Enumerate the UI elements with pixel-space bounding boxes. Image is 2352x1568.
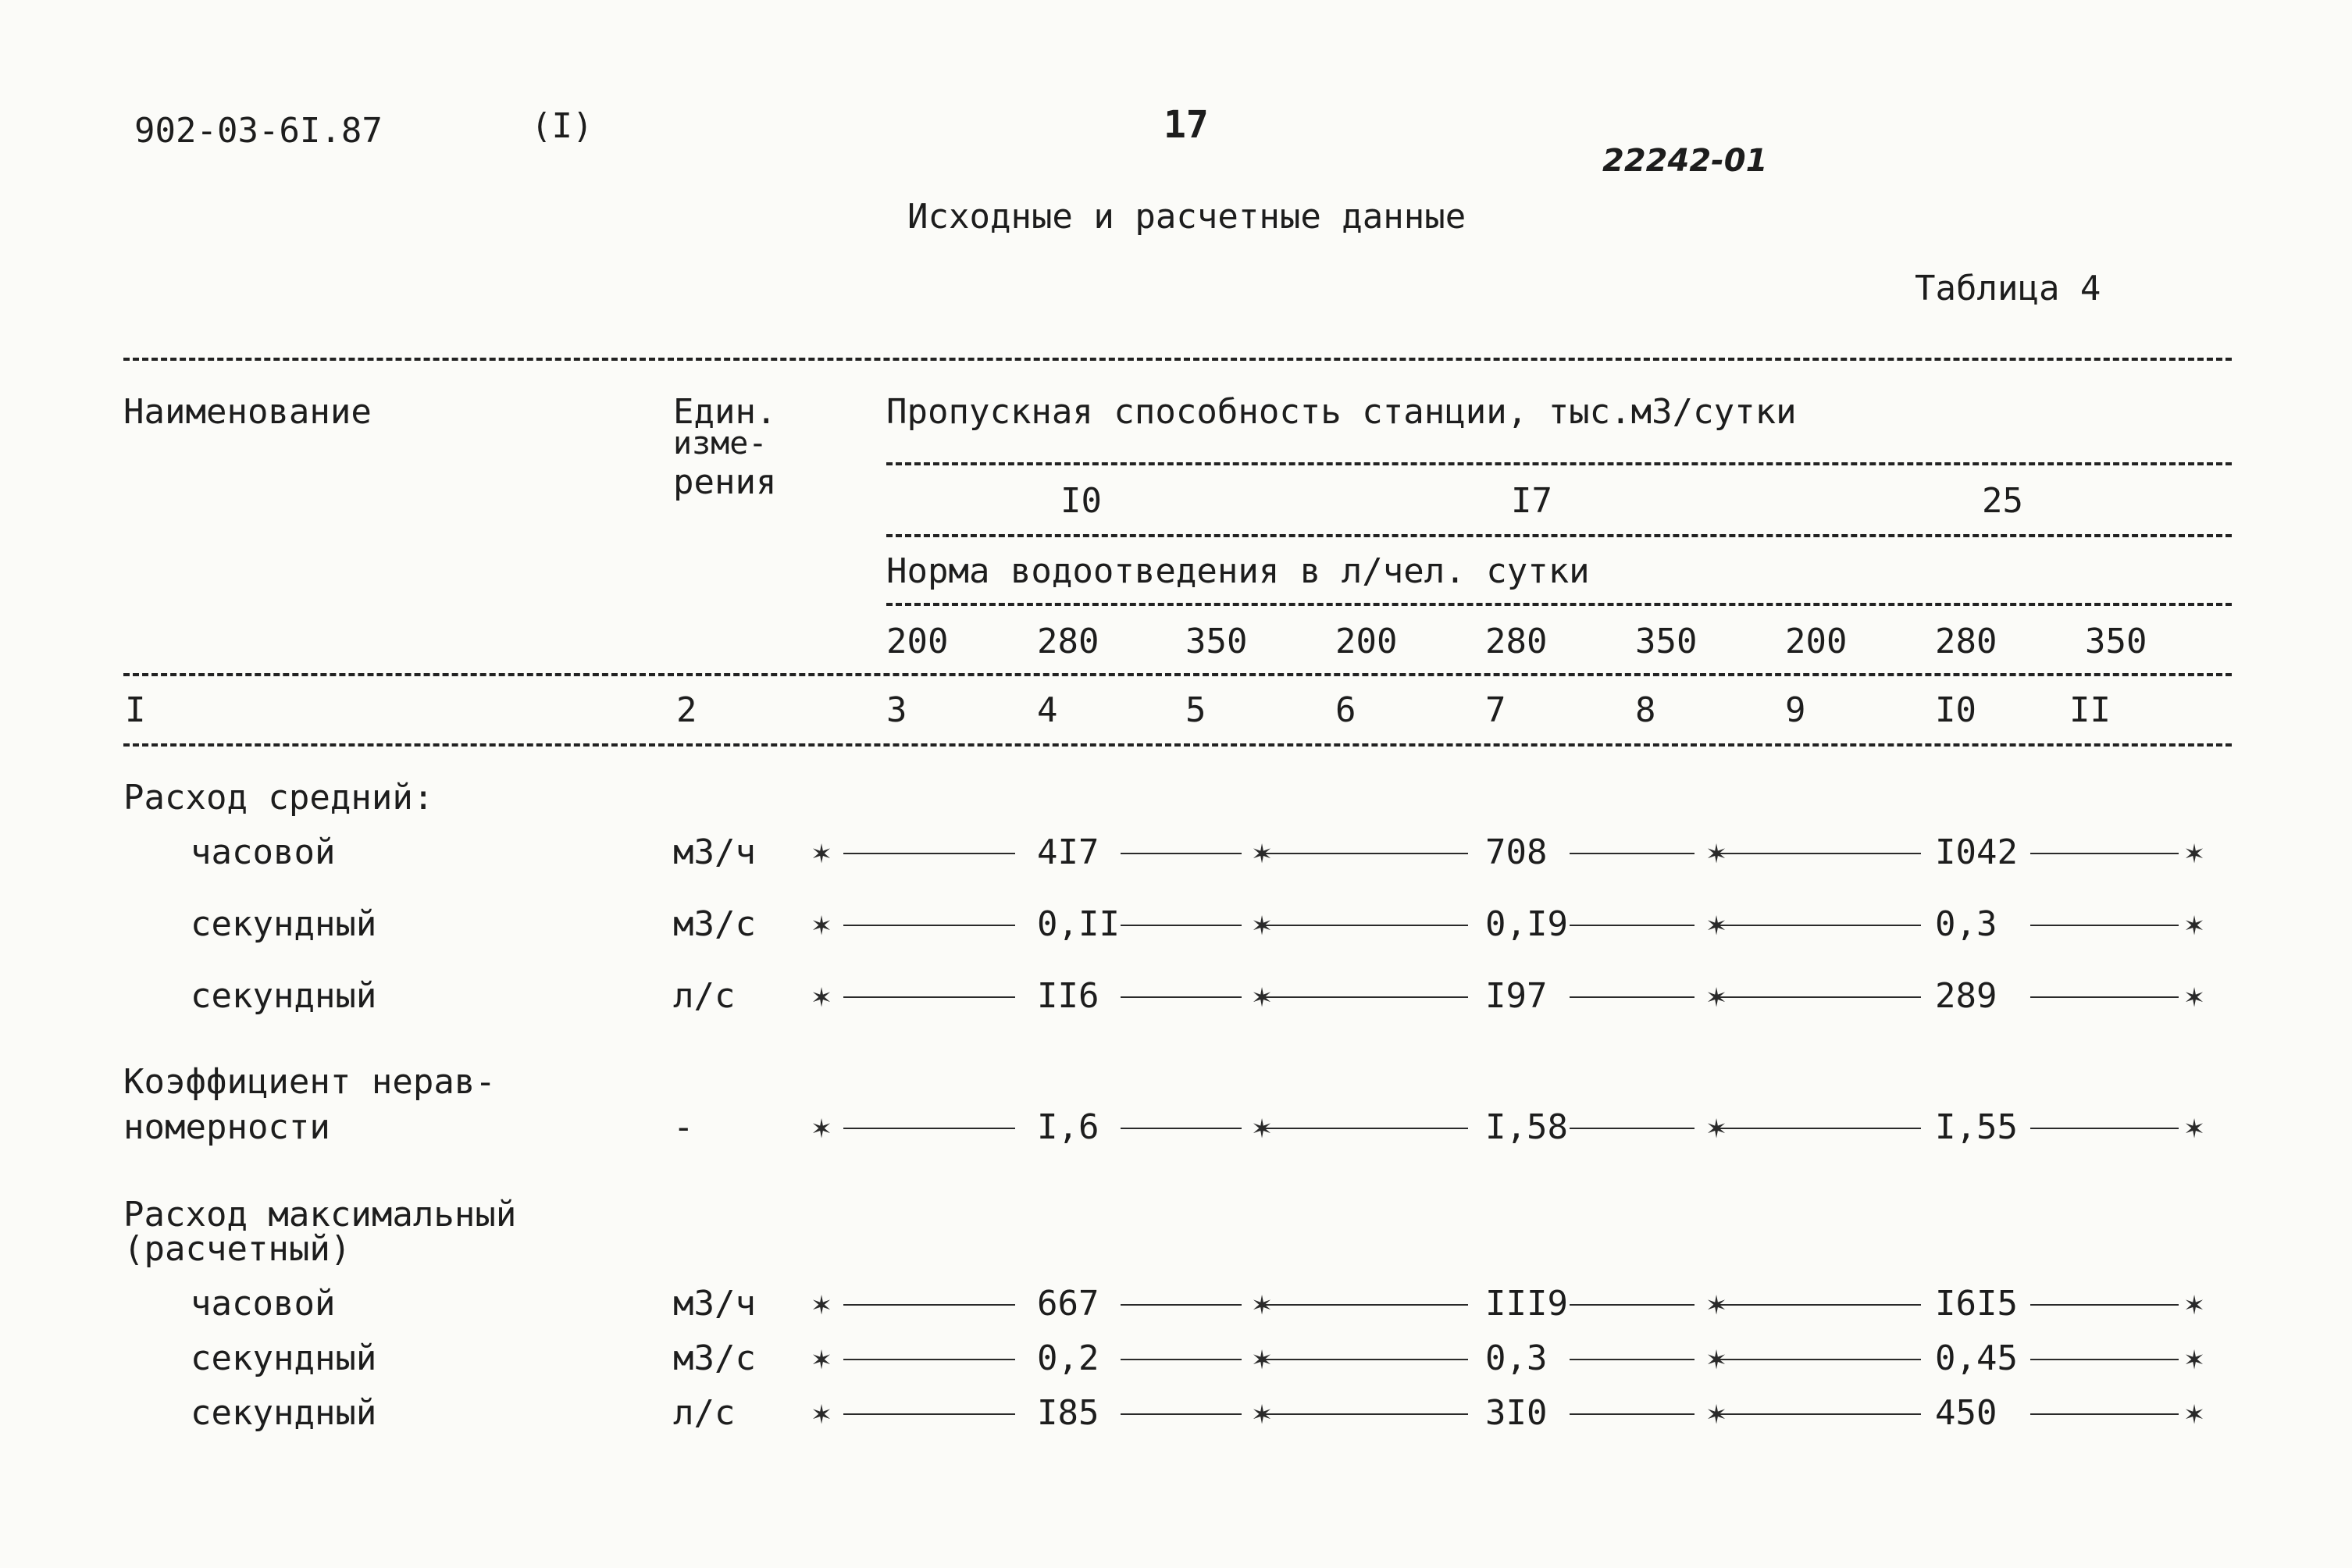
column-number: 6 bbox=[1335, 690, 1356, 730]
range-line bbox=[1570, 996, 1695, 998]
range-line bbox=[1265, 853, 1468, 854]
norm-value: 280 bbox=[1935, 622, 1997, 661]
range-tick: ✶ bbox=[812, 907, 832, 943]
row-value: I85 bbox=[1037, 1393, 1099, 1433]
archive-stamp: 22242-01 bbox=[1602, 143, 1768, 179]
row-unit: м3/ч bbox=[673, 832, 756, 872]
column-number: 7 bbox=[1485, 690, 1506, 730]
range-line bbox=[2030, 996, 2179, 998]
range-tick: ✶ bbox=[2185, 1341, 2204, 1377]
table-label: Таблица 4 bbox=[1915, 269, 2101, 308]
row-value: 3I0 bbox=[1485, 1393, 1548, 1433]
capacity-value: 25 bbox=[1982, 481, 2023, 521]
range-tick: ✶ bbox=[1253, 1395, 1272, 1431]
section-title-coefficient-line2: номерности bbox=[123, 1107, 330, 1147]
row-value: 0,I9 bbox=[1485, 904, 1568, 944]
range-line bbox=[1121, 996, 1242, 998]
range-tick: ✶ bbox=[1253, 907, 1272, 943]
norm-value: 350 bbox=[1635, 622, 1698, 661]
range-line bbox=[2030, 1128, 2179, 1129]
range-tick: ✶ bbox=[1707, 1395, 1727, 1431]
column-number: 3 bbox=[886, 690, 907, 730]
row-unit: м3/ч bbox=[673, 1284, 756, 1324]
norm-value: 280 bbox=[1037, 622, 1099, 661]
range-tick: ✶ bbox=[1707, 1110, 1727, 1146]
row-value: 0,2 bbox=[1037, 1338, 1099, 1378]
row-label: секундный bbox=[191, 976, 377, 1016]
capacity-rule bbox=[886, 462, 2232, 465]
column-numbers-rule bbox=[123, 743, 2232, 747]
range-tick: ✶ bbox=[812, 835, 832, 871]
range-tick: ✶ bbox=[2185, 1110, 2204, 1146]
capacity-values-rule bbox=[886, 534, 2232, 537]
capacity-value: I7 bbox=[1511, 481, 1552, 521]
row-label: часовой bbox=[191, 1284, 336, 1324]
section-title-coefficient-line1: Коэффициент нерав- bbox=[123, 1062, 496, 1102]
range-tick: ✶ bbox=[812, 1341, 832, 1377]
range-tick: ✶ bbox=[812, 978, 832, 1014]
norm-value: 200 bbox=[886, 622, 949, 661]
row-value: I97 bbox=[1485, 976, 1548, 1016]
row-value: II6 bbox=[1037, 976, 1099, 1016]
section-title-average-flow: Расход средний: bbox=[123, 778, 434, 818]
row-label: секундный bbox=[191, 1338, 377, 1378]
range-line bbox=[2030, 1413, 2179, 1415]
row-value: I6I5 bbox=[1935, 1284, 2018, 1324]
range-line bbox=[1570, 1304, 1695, 1306]
section-title-max-flow-line2: (расчетный) bbox=[123, 1229, 351, 1269]
row-value: I,6 bbox=[1037, 1107, 1099, 1147]
range-tick: ✶ bbox=[1253, 1341, 1272, 1377]
range-tick: ✶ bbox=[2185, 907, 2204, 943]
range-tick: ✶ bbox=[2185, 835, 2204, 871]
range-tick: ✶ bbox=[1253, 1286, 1272, 1322]
range-tick: ✶ bbox=[1707, 907, 1727, 943]
row-label: часовой bbox=[191, 832, 336, 872]
column-header-name: Наименование bbox=[123, 392, 372, 432]
document-part: (I) bbox=[531, 106, 593, 146]
document-code: 902-03-6I.87 bbox=[134, 111, 383, 151]
range-tick: ✶ bbox=[812, 1110, 832, 1146]
row-value: 667 bbox=[1037, 1284, 1099, 1324]
range-line bbox=[1570, 853, 1695, 854]
range-line bbox=[1718, 925, 1921, 926]
range-line bbox=[843, 1359, 1015, 1360]
header-bottom-rule bbox=[123, 673, 2232, 676]
section-title-max-flow-line1: Расход максимальный bbox=[123, 1195, 517, 1235]
range-line bbox=[1718, 853, 1921, 854]
row-value: 0,II bbox=[1037, 904, 1120, 944]
range-line bbox=[2030, 853, 2179, 854]
range-line bbox=[2030, 925, 2179, 926]
column-number: II bbox=[2069, 690, 2111, 730]
range-line bbox=[1570, 1359, 1695, 1360]
range-line bbox=[1718, 1413, 1921, 1415]
range-line bbox=[1265, 925, 1468, 926]
range-line bbox=[1121, 1359, 1242, 1360]
norm-value: 350 bbox=[1185, 622, 1248, 661]
range-line bbox=[2030, 1304, 2179, 1306]
range-line bbox=[1718, 1359, 1921, 1360]
range-line bbox=[1121, 1128, 1242, 1129]
row-value: 708 bbox=[1485, 832, 1548, 872]
range-line bbox=[2030, 1359, 2179, 1360]
range-line bbox=[843, 853, 1015, 854]
norm-value: 280 bbox=[1485, 622, 1548, 661]
row-value: 450 bbox=[1935, 1393, 1997, 1433]
page-title: Исходные и расчетные данные bbox=[907, 197, 1466, 237]
row-unit: м3/с bbox=[673, 1338, 756, 1378]
column-number: 8 bbox=[1635, 690, 1656, 730]
range-tick: ✶ bbox=[1707, 1286, 1727, 1322]
range-line bbox=[843, 1128, 1015, 1129]
range-tick: ✶ bbox=[1707, 978, 1727, 1014]
row-value: I042 bbox=[1935, 832, 2018, 872]
row-value: 4I7 bbox=[1037, 832, 1099, 872]
range-tick: ✶ bbox=[1707, 1341, 1727, 1377]
range-tick: ✶ bbox=[812, 1286, 832, 1322]
range-tick: ✶ bbox=[812, 1395, 832, 1431]
row-value: I,58 bbox=[1485, 1107, 1568, 1147]
range-line bbox=[1718, 1128, 1921, 1129]
range-line bbox=[1265, 1304, 1468, 1306]
row-unit: - bbox=[673, 1107, 694, 1147]
column-number: I bbox=[125, 690, 146, 730]
column-number: 2 bbox=[676, 690, 697, 730]
norm-rule bbox=[886, 603, 2232, 606]
range-line bbox=[843, 925, 1015, 926]
range-tick: ✶ bbox=[1253, 1110, 1272, 1146]
column-number: 5 bbox=[1185, 690, 1206, 730]
norm-value: 200 bbox=[1335, 622, 1398, 661]
range-line bbox=[1265, 996, 1468, 998]
row-unit: л/с bbox=[673, 1393, 736, 1433]
row-value: 289 bbox=[1935, 976, 1997, 1016]
page-number: 17 bbox=[1164, 103, 1209, 147]
row-value: III9 bbox=[1485, 1284, 1568, 1324]
range-line bbox=[1718, 1304, 1921, 1306]
range-line bbox=[1265, 1359, 1468, 1360]
range-line bbox=[1121, 1304, 1242, 1306]
range-line bbox=[1570, 1413, 1695, 1415]
range-line bbox=[843, 1413, 1015, 1415]
range-tick: ✶ bbox=[2185, 1395, 2204, 1431]
range-tick: ✶ bbox=[1707, 835, 1727, 871]
table-top-rule bbox=[123, 358, 2232, 361]
range-line bbox=[843, 996, 1015, 998]
capacity-value: I0 bbox=[1060, 481, 1102, 521]
row-value: 0,3 bbox=[1485, 1338, 1548, 1378]
range-line bbox=[1570, 1128, 1695, 1129]
range-tick: ✶ bbox=[2185, 1286, 2204, 1322]
row-value: I,55 bbox=[1935, 1107, 2018, 1147]
range-line bbox=[1265, 1413, 1468, 1415]
range-line bbox=[843, 1304, 1015, 1306]
column-header-unit-line3: рения bbox=[673, 462, 777, 502]
column-number: I0 bbox=[1935, 690, 1976, 730]
row-label: секундный bbox=[191, 1393, 377, 1433]
column-number: 9 bbox=[1785, 690, 1806, 730]
column-header-unit-line1: Един. bbox=[673, 392, 777, 432]
range-line bbox=[1570, 925, 1695, 926]
range-line bbox=[1121, 925, 1242, 926]
range-tick: ✶ bbox=[1253, 978, 1272, 1014]
row-label: секундный bbox=[191, 904, 377, 944]
range-line bbox=[1265, 1128, 1468, 1129]
range-tick: ✶ bbox=[1253, 835, 1272, 871]
range-line bbox=[1121, 1413, 1242, 1415]
norm-value: 200 bbox=[1785, 622, 1848, 661]
row-value: 0,3 bbox=[1935, 904, 1997, 944]
row-value: 0,45 bbox=[1935, 1338, 2018, 1378]
range-tick: ✶ bbox=[2185, 978, 2204, 1014]
norm-header: Норма водоотведения в л/чел. сутки bbox=[886, 551, 1590, 591]
range-line bbox=[1718, 996, 1921, 998]
column-header-unit-line2: изме- bbox=[673, 426, 768, 461]
row-unit: м3/с bbox=[673, 904, 756, 944]
norm-value: 350 bbox=[2085, 622, 2147, 661]
capacity-header: Пропускная способность станции, тыс.м3/сутки bbox=[886, 392, 1797, 432]
row-unit: л/с bbox=[673, 976, 736, 1016]
range-line bbox=[1121, 853, 1242, 854]
column-number: 4 bbox=[1037, 690, 1058, 730]
